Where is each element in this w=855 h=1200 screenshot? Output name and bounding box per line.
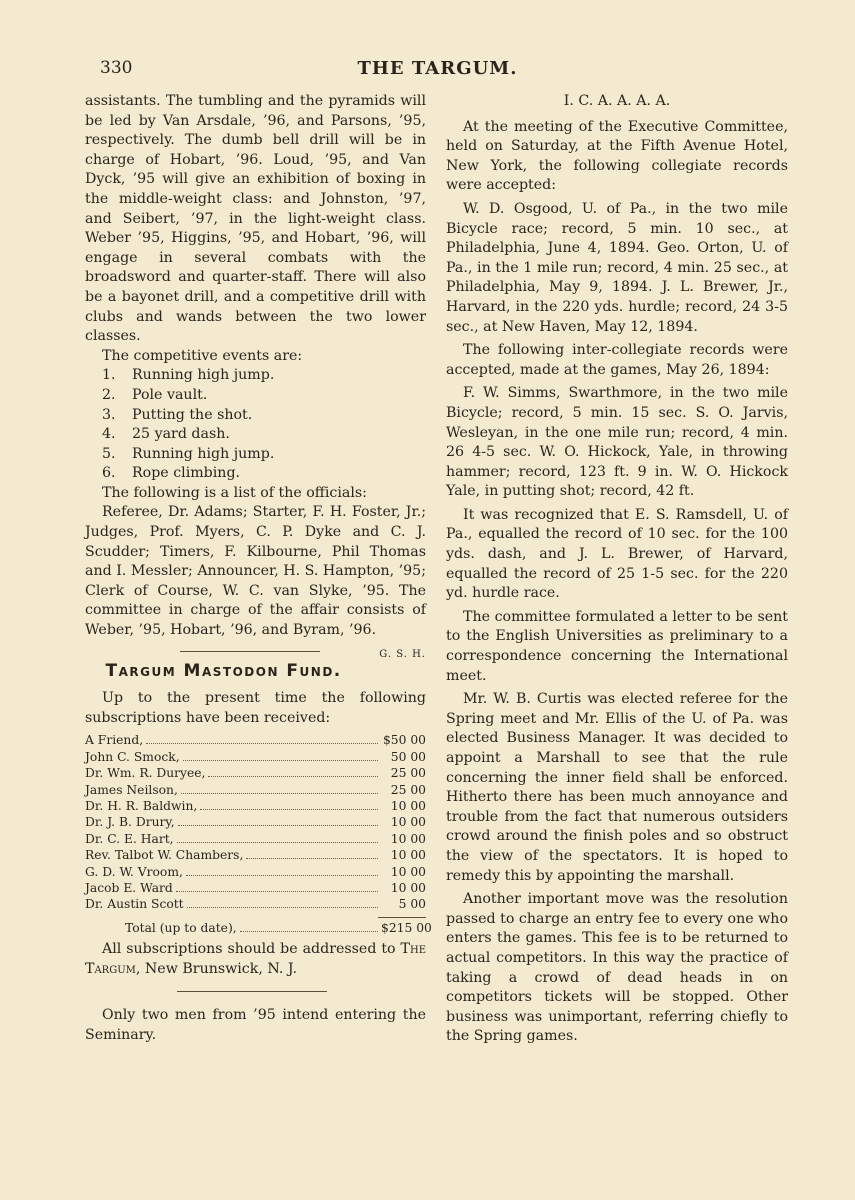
table-row: Rev. Talbot W. Chambers, 10 00 <box>85 848 426 863</box>
section-divider <box>180 651 320 652</box>
table-row: A Friend, $50 00 <box>85 733 426 748</box>
page-number: 330 <box>100 58 133 78</box>
page-header <box>85 58 790 82</box>
total-row: Total (up to date), $215 00 <box>125 920 432 935</box>
table-row: Dr. Wm. R. Duryee, 25 00 <box>85 766 426 781</box>
paragraph-intercollegiate-intro: The following inter-collegiate records were accepted, made at the games, May 26, 1894: <box>446 342 788 378</box>
paragraph-officials-intro: The following is a list of the officials: <box>102 484 367 501</box>
address-note: All subscriptions should be addressed to The Targum, New Brunswick, N. J. <box>85 941 426 977</box>
paragraph-assistants: assistants. The tumbling and the pyramids will be led by Van Arsdale, ’96, and Parsons, ’95, respectively. The dumb bell drill will be in charge of Hobart, ’96. Loud, ’95, and Van Dyck, ’95 will give an exhibition of boxing in the middle-weight class: and Johnston, ’97, and Seibert, ’97, in the light-weight class. Weber ’95, Higgins, ’95, and Hobart, ’96, will engage in several combats with the broadsword and quarter-staff. There will also be a bayonet drill, and a competitive drill with clubs and wands between the two lower classes. <box>85 93 426 345</box>
paragraph-equalled-records: It was recognized that E. S. Ramsdell, U. of Pa., equalled the record of 10 sec. for the 100 yds. dash, and J. L. Brewer, of Harvard, equalled the record of 25 1-5 sec. for the 220 yd. hurdle race. <box>446 506 788 602</box>
list-item: 1. Running high jump. <box>102 367 275 384</box>
table-row: Dr. J. B. Drury, 10 00 <box>85 815 426 830</box>
paragraph-letter: The committee formulated a letter to be sent to the English Universities as preliminary to a correspondence concerning the International meet. <box>446 608 788 684</box>
fund-heading: Targum Mastodon Fund. <box>105 660 342 681</box>
table-row: G. D. W. Vroom, 10 00 <box>85 864 426 879</box>
fund-intro: Up to the present time the following subscriptions have been received: <box>85 690 426 726</box>
table-row: James Neilson, 25 00 <box>85 782 426 797</box>
list-item: 4. 25 yard dash. <box>102 426 230 443</box>
paragraph-meeting: At the meeting of the Executive Committee, held on Saturday, at the Fifth Avenue Hotel, New York, the following collegiate records were accepted: <box>446 118 788 194</box>
total-rule <box>378 917 426 918</box>
left-column <box>85 92 432 1046</box>
table-row: Dr. H. R. Baldwin, 10 00 <box>85 799 426 814</box>
list-item: 5. Running high jump. <box>102 445 275 462</box>
paragraph-officials: Referee, Dr. Adams; Starter, F. H. Foster, Jr.; Judges, Prof. Myers, C. P. Dyke and C. J. Scudder; Timers, F. Kilbourne, Phil Thomas and I. Messler; Announcer, H. S. Hampton, ’95; Clerk of Course, W. C. van Slyke, ’95. The committee in charge of the affair consists of Weber, ’95, Hobart, ’96, and Byram, ’96. G. S. H. <box>85 503 426 640</box>
table-row: Jacob E. Ward 10 00 <box>85 881 426 896</box>
table-row: John C. Smock, 50 00 <box>85 749 426 764</box>
events-list <box>85 366 426 484</box>
section-divider <box>177 991 327 992</box>
paragraph-collegiate-records: W. D. Osgood, U. of Pa., in the two mile Bicycle race; record, 5 min. 10 sec., at Philadelphia, June 4, 1894. Geo. Orton, U. of Pa., in the 1 mile run; record, 4 min. 25 sec., at Philadelphia, May 9, 1894. J. L. Brewer, Jr., Harvard, in the 220 yds. hurdle; record, 24 3-5 sec., at New Haven, May 12, 1894. <box>446 200 788 335</box>
paragraph-intercollegiate-records: F. W. Simms, Swarthmore, in the two mile Bicycle; record, 5 min. 15 sec. S. O. Jarvis, Wesleyan, in the one mile run; record, 4 min. 26 4-5 sec. W. O. Hickock, Yale, in throwing hammer; record, 123 ft. 9 in. W. O. Hickock Yale, in putting shot; record, 42 ft. <box>446 385 788 500</box>
article-heading: I. C. A. A. A. A. <box>563 93 671 109</box>
paragraph-seminary: Only two men from ’95 intend entering the Seminary. <box>85 1007 426 1044</box>
list-item: 2. Pole vault. <box>102 386 208 403</box>
paragraph-entry-fee: Another important move was the resolution passed to charge an entry fee to every one who enters the games. This fee is to be returned to actual competitors. In this way the practice of taking a crowd of dead heads in on competitors tickets will be stopped. Other business was unimportant, referring chiefly to the Spring games. <box>446 891 788 1045</box>
table-row: Dr. C. E. Hart, 10 00 <box>85 831 426 846</box>
author-signature: G. S. H. <box>379 648 426 660</box>
running-title: THE TARGUM. <box>357 58 518 79</box>
list-item: 3. Putting the shot. <box>102 406 253 423</box>
list-item: 6. Rope climbing. <box>102 465 241 482</box>
table-row: Dr. Austin Scott 5 00 <box>85 897 426 912</box>
subscriptions-table <box>85 732 432 936</box>
paragraph-events-intro: The competitive events are: <box>102 347 303 364</box>
right-column <box>446 92 788 1047</box>
paragraph-referee: Mr. W. B. Curtis was elected referee for the Spring meet and Mr. Ellis of the U. of Pa. was elected Business Manager. It was decided to appoint a Marshall to see that the rule concerning the inner field shall be enforced. Hitherto there has been much annoyance and trouble from the fact that numerous outsiders crowd around the finish poles and so obstruct the view of the spectators. It is hoped to remedy this by appointing the marshall. <box>446 691 788 884</box>
